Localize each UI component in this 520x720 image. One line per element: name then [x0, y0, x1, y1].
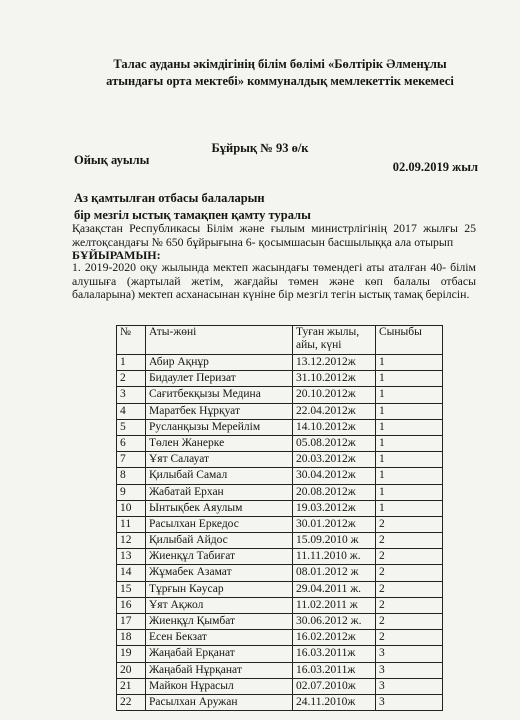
birth-date: 19.03.2012ж	[293, 500, 376, 516]
grade: 1	[376, 484, 443, 500]
table-row	[117, 403, 443, 419]
grade: 1	[376, 387, 443, 403]
student-name: Абир Ақнұр	[146, 355, 293, 371]
student-name: Тұрғын Кәусар	[146, 581, 293, 597]
birth-date: 14.10.2012ж	[293, 419, 376, 435]
student-name: Жаңабай Нұрқанат	[146, 662, 293, 678]
row-number: 1	[117, 355, 146, 371]
grade: 2	[376, 630, 443, 646]
grade: 2	[376, 581, 443, 597]
order-word: БҰЙЫРАМЫН:	[72, 248, 161, 262]
birth-date: 16.03.2011ж	[293, 646, 376, 662]
student-name: Бидаулет Перизат	[146, 371, 293, 387]
table-row	[117, 500, 443, 516]
header-birthdate: Туған жылы, айы, күні	[293, 326, 376, 355]
row-number: 9	[117, 484, 146, 500]
student-name: Ұят Салауат	[146, 452, 293, 468]
header-name: Аты-жөні	[146, 326, 293, 355]
grade: 3	[376, 678, 443, 694]
birth-date: 16.03.2011ж	[293, 662, 376, 678]
birth-date: 02.07.2010ж	[293, 678, 376, 694]
intro-paragraph: Қазақстан Республикасы Білім және ғылым министрлігінің 2017 жылғы 25 желтоқсандағы № 650 бұйрығына 6- қосымшасын басшылыққа ала отырып	[72, 221, 476, 249]
row-number: 14	[117, 565, 146, 581]
table-row	[117, 614, 443, 630]
table-row	[117, 387, 443, 403]
header-line-2: атындағы орта мектебі» коммуналдық мемлекеттік мекемесі	[106, 74, 454, 88]
student-name: Ұят Ақжол	[146, 597, 293, 613]
header-line-1: Талас ауданы әкімдігінің білім бөлімі «Бөлтірік Әлменұлы	[113, 57, 447, 71]
place-name: Ойық ауылы	[74, 153, 150, 167]
table-row	[117, 678, 443, 694]
student-name: Жиенқұл Табиғат	[146, 549, 293, 565]
birth-date: 31.10.2012ж	[293, 371, 376, 387]
table-row	[117, 355, 443, 371]
table-row	[117, 565, 443, 581]
birth-date: 30.01.2012ж	[293, 516, 376, 532]
row-number: 18	[117, 630, 146, 646]
row-number: 10	[117, 500, 146, 516]
grade: 2	[376, 614, 443, 630]
birth-date: 05.08.2012ж	[293, 435, 376, 451]
table-header-row	[117, 326, 443, 355]
grade: 1	[376, 419, 443, 435]
table-row	[117, 630, 443, 646]
student-name: Маратбек Нұрқуат	[146, 403, 293, 419]
subject-line-1: Аз қамтылған отбасы балаларын	[74, 191, 265, 205]
birth-date: 08.01.2012 ж	[293, 565, 376, 581]
table-row	[117, 371, 443, 387]
grade: 1	[376, 403, 443, 419]
grade: 3	[376, 694, 443, 710]
birth-date: 11.11.2010 ж.	[293, 549, 376, 565]
table-row	[117, 694, 443, 710]
table-row	[117, 419, 443, 435]
student-name: Расылхан Еркедос	[146, 516, 293, 532]
row-number: 13	[117, 549, 146, 565]
order-date: 02.09.2019 жыл	[392, 160, 478, 174]
grade: 3	[376, 662, 443, 678]
header-number: №	[117, 326, 146, 355]
row-number: 22	[117, 694, 146, 710]
student-name: Қилыбай Самал	[146, 468, 293, 484]
student-name: Қилыбай Айдос	[146, 533, 293, 549]
table-row	[117, 581, 443, 597]
order-subject	[74, 190, 311, 224]
birth-date: 20.10.2012ж	[293, 387, 376, 403]
grade: 2	[376, 516, 443, 532]
header-grade: Сыныбы	[376, 326, 443, 355]
student-name: Ынтықбек Аяулым	[146, 500, 293, 516]
row-number: 11	[117, 516, 146, 532]
birth-date: 20.03.2012ж	[293, 452, 376, 468]
birth-date: 20.08.2012ж	[293, 484, 376, 500]
grade: 1	[376, 468, 443, 484]
row-number: 2	[117, 371, 146, 387]
row-number: 17	[117, 614, 146, 630]
student-name: Сағитбекқызы Медина	[146, 387, 293, 403]
table-row	[117, 484, 443, 500]
student-name: Русланқызы Мерейлім	[146, 419, 293, 435]
student-name: Расылхан Аружан	[146, 694, 293, 710]
row-number: 6	[117, 435, 146, 451]
birth-date: 15.09.2010 ж	[293, 533, 376, 549]
row-number: 3	[117, 387, 146, 403]
row-number: 5	[117, 419, 146, 435]
student-name: Жұмабек Азамат	[146, 565, 293, 581]
grade: 1	[376, 452, 443, 468]
row-number: 20	[117, 662, 146, 678]
point-1-paragraph: 1. 2019-2020 оқу жылында мектеп жасындағы төмендегі аты аталған 40- білім алушыға (жартылай жетім, жағдайы төмен және көп балалы отбасы балаларына) мектеп асханасынан күніне бір мезгіл тегін ыстық тамақ берілсін.	[72, 260, 476, 301]
row-number: 7	[117, 452, 146, 468]
birth-date: 30.06.2012 ж.	[293, 614, 376, 630]
order-title: Бұйрық № 93 ө/к	[211, 141, 309, 155]
table-row	[117, 516, 443, 532]
grade: 1	[376, 435, 443, 451]
birth-date: 16.02.2012ж	[293, 630, 376, 646]
table-body	[117, 355, 443, 711]
school-header	[80, 56, 480, 90]
student-name: Жиенқұл Қымбат	[146, 614, 293, 630]
table-row	[117, 452, 443, 468]
row-number: 16	[117, 597, 146, 613]
row-number: 19	[117, 646, 146, 662]
table-row	[117, 533, 443, 549]
birth-date: 22.04.2012ж	[293, 403, 376, 419]
row-number: 15	[117, 581, 146, 597]
table-row	[117, 435, 443, 451]
grade: 2	[376, 597, 443, 613]
birth-date: 13.12.2012ж	[293, 355, 376, 371]
table-row	[117, 468, 443, 484]
student-name: Жабатай Ерхан	[146, 484, 293, 500]
birth-date: 30.04.2012ж	[293, 468, 376, 484]
student-name: Майкон Нұрасыл	[146, 678, 293, 694]
table-row	[117, 597, 443, 613]
table-row	[117, 662, 443, 678]
birth-date: 29.04.2011 ж.	[293, 581, 376, 597]
grade: 1	[376, 500, 443, 516]
grade: 2	[376, 549, 443, 565]
grade: 1	[376, 355, 443, 371]
student-name: Төлен Жанерке	[146, 435, 293, 451]
row-number: 12	[117, 533, 146, 549]
grade: 1	[376, 371, 443, 387]
row-number: 21	[117, 678, 146, 694]
grade: 2	[376, 565, 443, 581]
student-name: Есен Бекзат	[146, 630, 293, 646]
students-table	[116, 325, 443, 711]
grade: 3	[376, 646, 443, 662]
birth-date: 11.02.2011 ж	[293, 597, 376, 613]
grade: 2	[376, 533, 443, 549]
birth-date: 24.11.2010ж	[293, 694, 376, 710]
subject-line-2: бір мезгіл ыстық тамақпен қамту туралы	[74, 208, 311, 222]
row-number: 8	[117, 468, 146, 484]
student-name: Жаңабай Ерқанат	[146, 646, 293, 662]
table-row	[117, 646, 443, 662]
table-row	[117, 549, 443, 565]
row-number: 4	[117, 403, 146, 419]
